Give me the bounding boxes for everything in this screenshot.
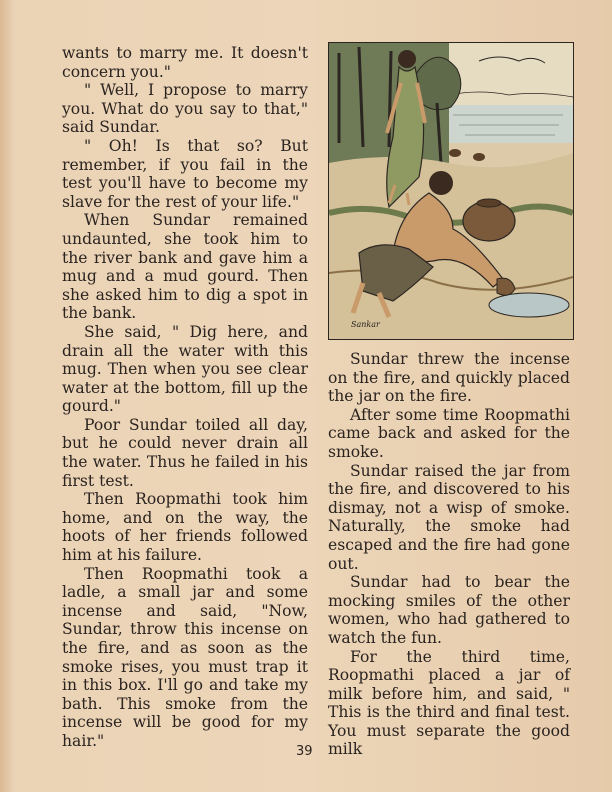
- paragraph: After some time Roopmathi came back and asked for the smoke.: [328, 405, 570, 461]
- paragraph: Sundar raised the jar from the fire, and discovered to his dismay, not a wisp of smoke. Naturally, the smoke had escaped and the fire had gone out.: [328, 461, 570, 573]
- illustration-drawing: [329, 43, 573, 339]
- paragraph: Sundar threw the incense on the fire, and quickly placed the jar on the fire.: [328, 350, 570, 406]
- paragraph: When Sundar remained undaunted, she took him to the river bank and gave him a mug and a mud gourd. Then she asked him to dig a spot in the bank.: [62, 211, 308, 323]
- artist-signature: Sankar: [351, 320, 380, 329]
- paragraph: For the third time, Roopmathi placed a jar of milk before him, and said, " This is the third and final test. You must separate the good milk: [328, 647, 570, 759]
- paragraph: Then Roopmathi took a ladle, a small jar and some incense and said, "Now, Sundar, throw this incense on the fire, and as soon as the smoke rises, you must trap it in this box. I'll go and take my bath. This smoke from the incense will be good for my hair.": [62, 564, 308, 750]
- page-number: 39: [296, 744, 313, 759]
- paragraph: Sundar had to bear the mocking smiles of the other women, who had gathered to watch the fun.: [328, 573, 570, 647]
- left-column: [62, 44, 308, 751]
- right-column: [328, 350, 570, 759]
- paragraph: " Well, I propose to marry you. What do you say to that," said Sundar.: [62, 81, 308, 137]
- story-illustration: [328, 42, 574, 340]
- paragraph: " Oh! Is that so? But remember, if you fail in the test you'll have to become my slave for the rest of your life.": [62, 136, 308, 211]
- paragraph: wants to marry me. It doesn't concern you.": [62, 44, 308, 81]
- paragraph: Poor Sundar toiled all day, but he could never drain all the water. Thus he failed in his first test.: [62, 415, 308, 490]
- paragraph: She said, " Dig here, and drain all the water with this mug. Then when you see clear water at the bottom, fill up the gourd.": [62, 322, 308, 416]
- paragraph: Then Roopmathi took him home, and on the way, the hoots of her friends followed him at his failure.: [62, 490, 308, 565]
